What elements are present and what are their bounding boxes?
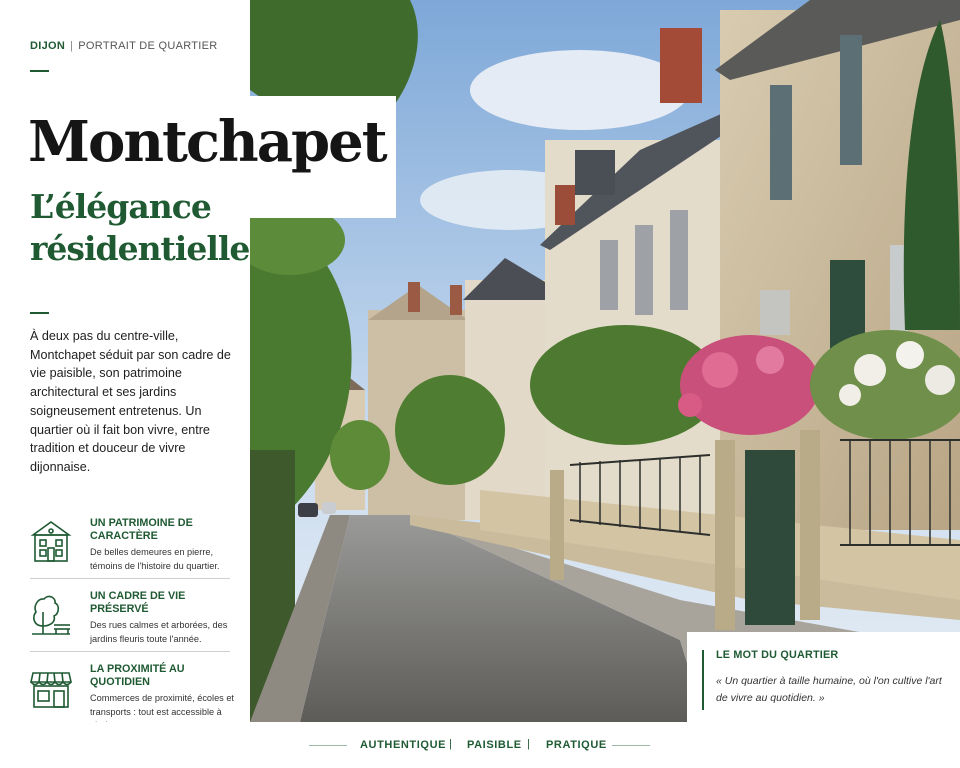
shop-icon [30,665,72,709]
feature-living [30,590,230,644]
subtitle-line-1: L’élégance [30,187,211,226]
feature-proximity [30,663,234,723]
page-title: Montchapet [28,109,386,175]
feature-title: LA PROXIMITÉ AU QUOTIDIEN [90,663,185,688]
quote-accent-bar [702,650,704,710]
intro-rule [30,312,49,314]
quote-text: « Un quartier à taille humaine, où l'on cultive l'art de vivre au quotidien. » [716,675,942,704]
feature-text: De belles demeures en pierre, témoins de l'histoire du quartier. [90,547,220,571]
feature-text: Des rues calmes et arborées, des jardins fleuris toute l'année. [90,620,228,644]
eyebrow-separator: | [70,40,74,52]
feature-text: Commerces de proximité, écoles et transports : tout est accessible à [90,693,234,717]
footer-word: PRATIQUE [546,739,607,751]
tree-bench-icon [30,592,72,636]
intro-paragraph: À deux pas du centre-ville, Montchapet séduit par son cadre de vie paisible, son patrimoine architectural et ses jardins soigneusement entretenus. Un quartier où il fait bon vivre, entre tradition et douceur de vivre dijonnaise. [30,329,231,474]
house-icon [30,519,72,563]
footer-separator: | [449,738,452,750]
footer-separator: | [527,738,530,750]
feature-divider [30,578,230,579]
footer [0,722,960,768]
section-label: PORTRAIT DE QUARTIER [78,40,218,52]
feature-title: UN PATRIMOINE DE CARACTÈRE [90,517,193,542]
footer-line-left [309,745,347,746]
feature-divider [30,651,230,652]
feature-heritage [30,517,230,571]
quote-box [687,632,960,722]
quote-label: LE MOT DU QUARTIER [716,649,839,661]
subtitle-line-2: résidentielle [30,229,250,268]
footer-line-right [612,745,650,746]
eyebrow [30,40,218,52]
city-label: DIJON [30,40,66,52]
page-subtitle [30,186,250,270]
footer-word: PAISIBLE [467,739,522,751]
eyebrow-rule [30,70,49,72]
footer-word: AUTHENTIQUE [360,739,447,751]
feature-title: UN CADRE DE VIE PRÉSERVÉ [90,590,186,615]
